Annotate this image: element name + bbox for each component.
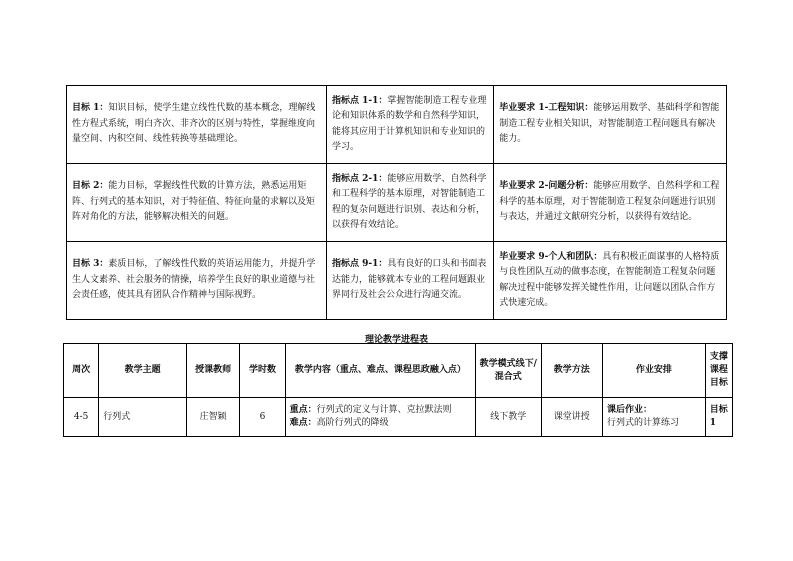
content-key xyxy=(290,404,471,417)
header-hours: 学时数 xyxy=(240,344,285,398)
cell-mode: 线下教学 xyxy=(476,398,541,437)
goal-label: 目标 1： xyxy=(72,103,109,114)
objective-row xyxy=(67,164,727,242)
indicator-cell xyxy=(326,86,493,164)
cell-content xyxy=(285,398,475,437)
schedule-title: 理论教学进程表 xyxy=(364,335,428,345)
difficulty-label: 难点： xyxy=(289,418,317,428)
goal-cell xyxy=(67,86,327,164)
cell-homework xyxy=(602,398,705,437)
indicator-label: 指标点 9-1： xyxy=(331,259,388,270)
key-label: 重点： xyxy=(289,405,317,415)
requirement-cell xyxy=(494,242,727,320)
homework-text: 行列式的计算练习 xyxy=(606,418,679,428)
indicator-cell xyxy=(326,242,493,320)
objective-row xyxy=(67,242,727,320)
indicator-label: 指标点 1-1： xyxy=(331,95,388,106)
objectives-table xyxy=(66,85,727,320)
goal-cell xyxy=(67,164,327,242)
header-mode: 教学模式线下/混合式 xyxy=(476,344,541,398)
cell-week: 4-5 xyxy=(64,398,99,437)
requirement-cell xyxy=(494,164,727,242)
requirement-text: 能够运用数学、基础科学和智能制造工程专业相关知识，对智能制造工程问题具有解决能力。 xyxy=(499,103,720,145)
requirement-text: 具有积极正面谋事的人格特质与良性团队互动的做事态度，在智能制造工程复杂问题解决过程中能够发挥关键性作用，让问题以团队合作方式快速完成。 xyxy=(499,251,720,308)
indicator-text: 具有良好的口头和书面表达能力，能够就本专业的工程问题跟业界同行及社会公众进行沟通交流。 xyxy=(331,259,487,301)
content-difficulty xyxy=(290,417,471,430)
schedule-table xyxy=(63,343,733,437)
goal-label: 目标 3： xyxy=(72,259,109,270)
cell-teacher: 庄智颖 xyxy=(186,398,239,437)
key-text: 行列式的定义与计算、克拉默法则 xyxy=(316,405,452,415)
cell-method: 课堂讲授 xyxy=(541,398,602,437)
requirement-cell xyxy=(494,86,727,164)
requirement-text: 能够应用数学、自然科学和工程科学的基本原理，对于智能制造工程复杂问题进行识别与表达，并通过文献研究分析，以获得有效结论。 xyxy=(499,181,720,223)
header-topic: 教学主题 xyxy=(99,344,187,398)
requirement-label: 毕业要求 9-个人和团队： xyxy=(499,251,603,262)
header-content: 教学内容（重点、难点、课程思政融入点） xyxy=(285,344,475,398)
indicator-cell xyxy=(326,164,493,242)
homework-label: 课后作业： xyxy=(606,405,652,415)
goal-label: 目标 2： xyxy=(72,181,109,192)
header-week: 周次 xyxy=(64,344,99,398)
requirement-label: 毕业要求 1-工程知识： xyxy=(499,103,594,114)
goal-cell xyxy=(67,242,327,320)
indicator-text: 掌握智能制造工程专业理论和知识体系的数学和自然科学知识，能将其应用于计算机知识和专业知识的学习。 xyxy=(331,95,487,152)
cell-hours: 6 xyxy=(240,398,285,437)
header-method: 教学方法 xyxy=(541,344,602,398)
schedule-header-row xyxy=(64,344,733,398)
cell-support: 目标 1 xyxy=(705,398,732,437)
objective-row xyxy=(67,86,727,164)
cell-topic: 行列式 xyxy=(99,398,187,437)
goal-text: 能力目标，掌握线性代数的计算方法，熟悉运用矩阵、行列式的基本知识，对于特征值、特征向量的求解以及矩阵对角化的方法，能够解决相关的问题。 xyxy=(72,181,316,223)
header-homework: 作业安排 xyxy=(602,344,705,398)
goal-text: 素质目标，了解线性代数的英语运用能力，并提升学生人文素养、社会服务的情操，培养学生良好的职业道德与社会责任感，使其具有团队合作精神与国际视野。 xyxy=(72,259,316,301)
header-support: 支撑课程目标 xyxy=(705,344,732,398)
indicator-label: 指标点 2-1： xyxy=(331,173,388,184)
table-row xyxy=(64,398,733,437)
difficulty-text: 高阶行列式的降级 xyxy=(316,418,389,428)
requirement-label: 毕业要求 2-问题分析： xyxy=(499,181,594,192)
indicator-text: 能够应用数学、自然科学和工程科学的基本原理，对智能制造工程的复杂问题进行识别、表达和分析，以获得有效结论。 xyxy=(331,173,487,230)
header-teacher: 授课教师 xyxy=(186,344,239,398)
goal-text: 知识目标，使学生建立线性代数的基本概念，理解线性方程式系统，明白齐次、非齐次的区别与特性，掌握维度向量空间、内积空间、线性转换等基础理论。 xyxy=(72,103,316,145)
